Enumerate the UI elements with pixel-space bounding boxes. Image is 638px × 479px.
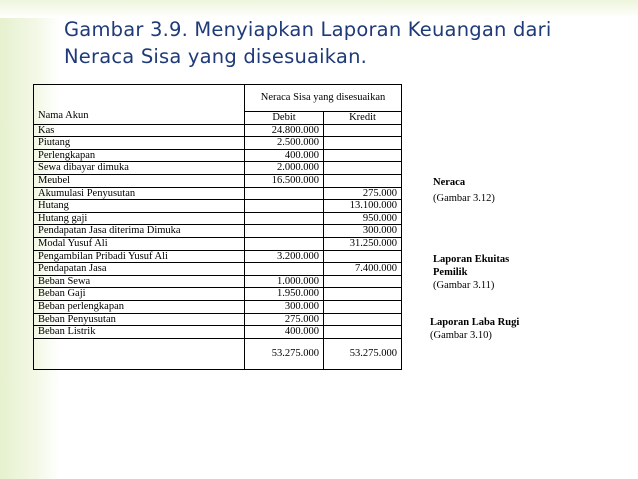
account-name: Beban perlengkapan (34, 300, 245, 313)
table-row (34, 263, 402, 276)
table-row (34, 137, 402, 150)
table-row (34, 237, 402, 250)
account-name: Beban Sewa (34, 275, 245, 288)
total-debit: 53.275.000 (245, 338, 324, 369)
debit-value: 2.000.000 (245, 162, 324, 175)
label-laba-rugi-title: Laporan Laba Rugi (430, 317, 520, 328)
account-name: Hutang gaji (34, 212, 245, 225)
kredit-value (324, 162, 402, 175)
account-name: Beban Listrik (34, 326, 245, 339)
label-laba-rugi (430, 316, 519, 342)
kredit-value (324, 137, 402, 150)
table-row (34, 200, 402, 213)
table-row (34, 300, 402, 313)
total-row (34, 338, 402, 369)
table-row (34, 149, 402, 162)
debit-value: 300.000 (245, 300, 324, 313)
kredit-value: 7.400.000 (324, 263, 402, 276)
debit-value (245, 200, 324, 213)
table-row (34, 225, 402, 238)
kredit-value: 950.000 (324, 212, 402, 225)
table-row (34, 275, 402, 288)
debit-value: 400.000 (245, 149, 324, 162)
debit-value: 16.500.000 (245, 174, 324, 187)
label-ekuitas-title-1: Laporan Ekuitas (433, 254, 510, 265)
kredit-value (324, 275, 402, 288)
slide-title (64, 16, 624, 70)
account-name: Modal Yusuf Ali (34, 237, 245, 250)
kredit-value: 31.250.000 (324, 237, 402, 250)
kredit-value (324, 124, 402, 137)
kredit-value (324, 174, 402, 187)
account-name: Sewa dibayar dimuka (34, 162, 245, 175)
debit-value (245, 212, 324, 225)
debit-value: 275.000 (245, 313, 324, 326)
account-name: Perlengkapan (34, 149, 245, 162)
label-ekuitas-ref: (Gambar 3.11) (433, 280, 495, 291)
slide-title-line-2: Neraca Sisa yang disesuaikan. (64, 45, 368, 68)
debit-value: 24.800.000 (245, 124, 324, 137)
debit-value: 1.950.000 (245, 288, 324, 301)
header-adjusted-trial-balance: Neraca Sisa yang disesuaikan (245, 85, 402, 112)
account-name: Akumulasi Penyusutan (34, 187, 245, 200)
label-ekuitas-title-2: Pemilik (433, 267, 468, 278)
table-row (34, 187, 402, 200)
account-name: Meubel (34, 174, 245, 187)
kredit-value (324, 288, 402, 301)
debit-value (245, 225, 324, 238)
total-kredit: 53.275.000 (324, 338, 402, 369)
table-row (34, 288, 402, 301)
header-account-name: Nama Akun (34, 85, 245, 125)
debit-value (245, 237, 324, 250)
account-name: Hutang (34, 200, 245, 213)
slide-title-line-1: Gambar 3.9. Menyiapkan Laporan Keuangan dari (64, 18, 552, 41)
account-name: Beban Gaji (34, 288, 245, 301)
debit-value: 1.000.000 (245, 275, 324, 288)
account-name: Kas (34, 124, 245, 137)
kredit-value (324, 313, 402, 326)
debit-value: 2.500.000 (245, 137, 324, 150)
debit-value (245, 187, 324, 200)
debit-value: 400.000 (245, 326, 324, 339)
kredit-value (324, 250, 402, 263)
kredit-value: 275.000 (324, 187, 402, 200)
total-label-cell (34, 338, 245, 369)
kredit-value: 13.100.000 (324, 200, 402, 213)
label-ekuitas (433, 253, 509, 292)
account-name: Pengambilan Pribadi Yusuf Ali (34, 250, 245, 263)
table-row (34, 162, 402, 175)
table-row (34, 250, 402, 263)
label-neraca-title: Neraca (433, 177, 466, 188)
table-row (34, 313, 402, 326)
debit-value (245, 263, 324, 276)
table-row (34, 174, 402, 187)
table-row (34, 124, 402, 137)
trial-balance-table (33, 84, 402, 370)
account-name: Piutang (34, 137, 245, 150)
label-neraca-ref: (Gambar 3.12) (433, 193, 495, 204)
kredit-value: 300.000 (324, 225, 402, 238)
debit-value: 3.200.000 (245, 250, 324, 263)
header-kredit: Kredit (324, 112, 402, 125)
label-neraca (433, 176, 495, 205)
kredit-value (324, 149, 402, 162)
table-row (34, 326, 402, 339)
account-name: Beban Penyusutan (34, 313, 245, 326)
account-name: Pendapatan Jasa (34, 263, 245, 276)
kredit-value (324, 326, 402, 339)
header-debit: Debit (245, 112, 324, 125)
label-laba-rugi-ref: (Gambar 3.10) (430, 330, 492, 341)
table-row (34, 212, 402, 225)
account-name: Pendapatan Jasa diterima Dimuka (34, 225, 245, 238)
kredit-value (324, 300, 402, 313)
